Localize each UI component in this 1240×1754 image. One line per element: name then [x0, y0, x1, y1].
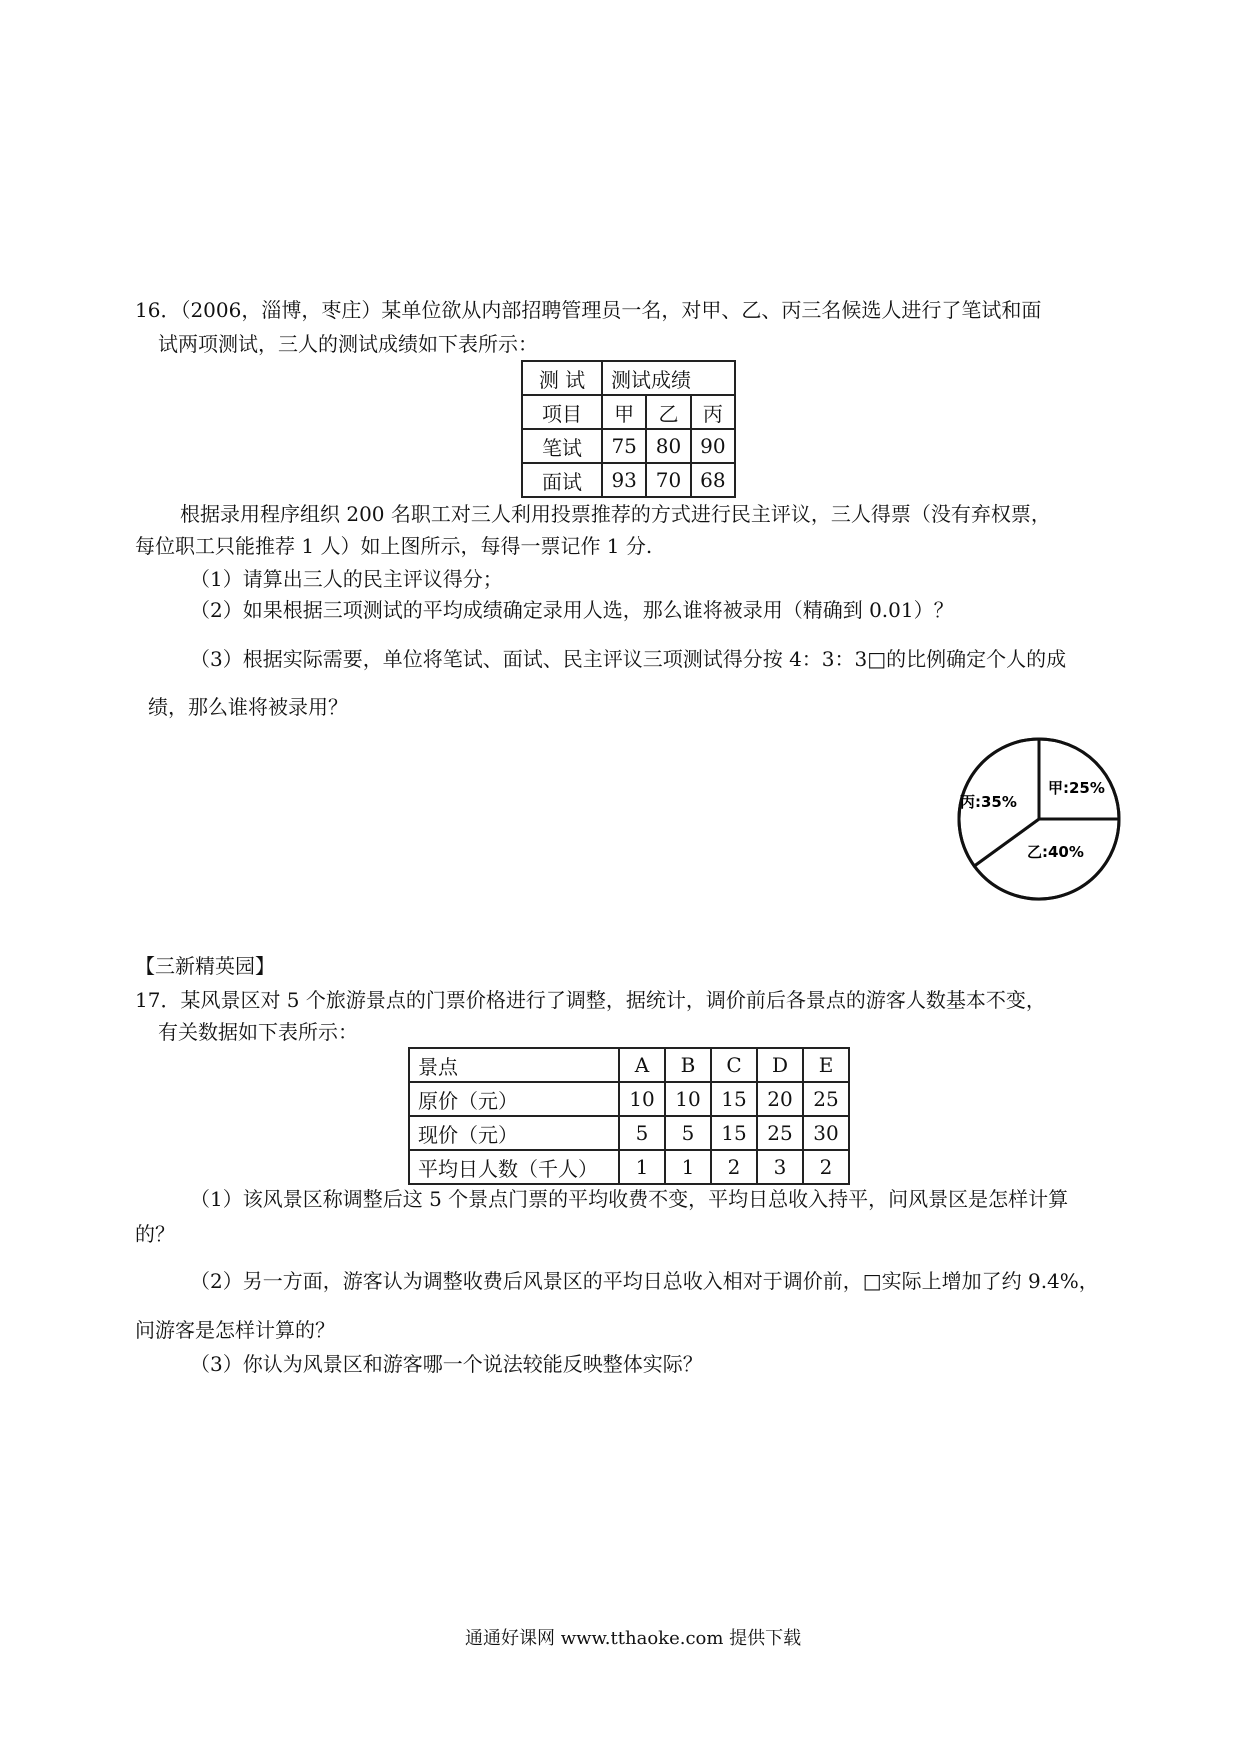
table-cell: 80	[646, 429, 690, 463]
q17-price-table	[408, 1047, 850, 1185]
table-cell: 68	[691, 463, 735, 497]
table-cell: 5	[665, 1116, 711, 1150]
row-label: 现价（元）	[409, 1116, 619, 1150]
table-row	[522, 429, 735, 463]
table-cell: 15	[711, 1116, 757, 1150]
q16-line2: 试两项测试，三人的测试成绩如下表所示：	[158, 332, 538, 356]
q16-score-table	[521, 360, 736, 498]
table-row	[409, 1150, 849, 1184]
table-cell: 70	[646, 463, 690, 497]
section-title: 【三新精英园】	[135, 954, 275, 978]
q17-sub3: （3）你认为风景区和游客哪一个说法较能反映整体实际？	[190, 1352, 703, 1376]
table-header-cell: 甲	[602, 395, 646, 429]
q16-sub2: （2）如果根据三项测试的平均成绩确定录用人选，那么谁将被录用（精确到 0.01）？	[190, 598, 954, 622]
q17-sub2a: （2）另一方面，游客认为调整收费后风景区的平均日总收入相对于调价前，□实际上增加了约 9.4%，	[190, 1269, 1099, 1293]
table-header-cell: A	[619, 1048, 665, 1082]
table-corner-bottom: 项目	[522, 395, 602, 429]
q16-para1: 根据录用程序组织 200 名职工对三人利用投票推荐的方式进行民主评议，三人得票（没有弃权票，	[180, 502, 1051, 526]
row-label: 原价（元）	[409, 1082, 619, 1116]
table-cell: 90	[691, 429, 735, 463]
q16-line1: 16．（2006，淄博，枣庄）某单位欲从内部招聘管理员一名，对甲、乙、丙三名候选人进行了笔试和面	[135, 298, 1042, 322]
table-cell: 2	[711, 1150, 757, 1184]
row-label: 平均日人数（千人）	[409, 1150, 619, 1184]
row-label: 笔试	[522, 429, 602, 463]
table-header-cell: E	[803, 1048, 849, 1082]
table-cell: 30	[803, 1116, 849, 1150]
vote-pie-chart	[955, 737, 1122, 902]
table-cell: 25	[803, 1082, 849, 1116]
table-cell: 10	[665, 1082, 711, 1116]
table-row	[409, 1116, 849, 1150]
table-row	[522, 463, 735, 497]
table-cell: 5	[619, 1116, 665, 1150]
table-cell: 3	[757, 1150, 803, 1184]
table-corner-top: 测 试	[522, 361, 602, 395]
q17-line1: 17．某风景区对 5 个旅游景点的门票价格进行了调整，据统计，调价前后各景点的游客人数基本不变，	[135, 988, 1046, 1012]
q16-sub3b: 绩，那么谁将被录用？	[148, 695, 348, 719]
table-cell: 20	[757, 1082, 803, 1116]
q17-sub1a: （1）该风景区称调整后这 5 个景点门票的平均收费不变，平均日总收入持平，问风景区是怎样计算	[190, 1187, 1069, 1211]
table-cell: 15	[711, 1082, 757, 1116]
table-cell: 25	[757, 1116, 803, 1150]
table-cell: 93	[602, 463, 646, 497]
table-header-cell: 乙	[646, 395, 690, 429]
row-label: 面试	[522, 463, 602, 497]
q17-sub2b: 问游客是怎样计算的？	[135, 1318, 335, 1342]
table-cell: 2	[803, 1150, 849, 1184]
table-row	[409, 1082, 849, 1116]
table-header-cell: C	[711, 1048, 757, 1082]
table-header-cell: 景点	[409, 1048, 619, 1082]
q17-sub1b: 的？	[135, 1222, 175, 1246]
table-header-row	[409, 1048, 849, 1082]
table-header-cell: B	[665, 1048, 711, 1082]
table-cell: 75	[602, 429, 646, 463]
q16-sub1: （1）请算出三人的民主评议得分；	[190, 567, 503, 591]
table-cell: 10	[619, 1082, 665, 1116]
slice-label-yi: 乙:40%	[1027, 843, 1084, 861]
table-cell: 1	[619, 1150, 665, 1184]
q16-sub3a: （3）根据实际需要，单位将笔试、面试、民主评议三项测试得分按 4：3：3□的比例确定个人的成	[190, 647, 1067, 671]
slice-label-jia: 甲:25%	[1048, 779, 1105, 797]
table-header-cell: 丙	[691, 395, 735, 429]
page-footer: 通通好课网 www.tthaoke.com 提供下载	[465, 1628, 802, 1649]
slice-label-bing: 丙:35%	[960, 793, 1017, 811]
table-header-cell: D	[757, 1048, 803, 1082]
q17-line2: 有关数据如下表所示：	[158, 1020, 358, 1044]
table-group-header: 测试成绩	[602, 361, 735, 395]
table-cell: 1	[665, 1150, 711, 1184]
q16-para2: 每位职工只能推荐 1 人）如上图所示，每得一票记作 1 分.	[135, 534, 653, 558]
